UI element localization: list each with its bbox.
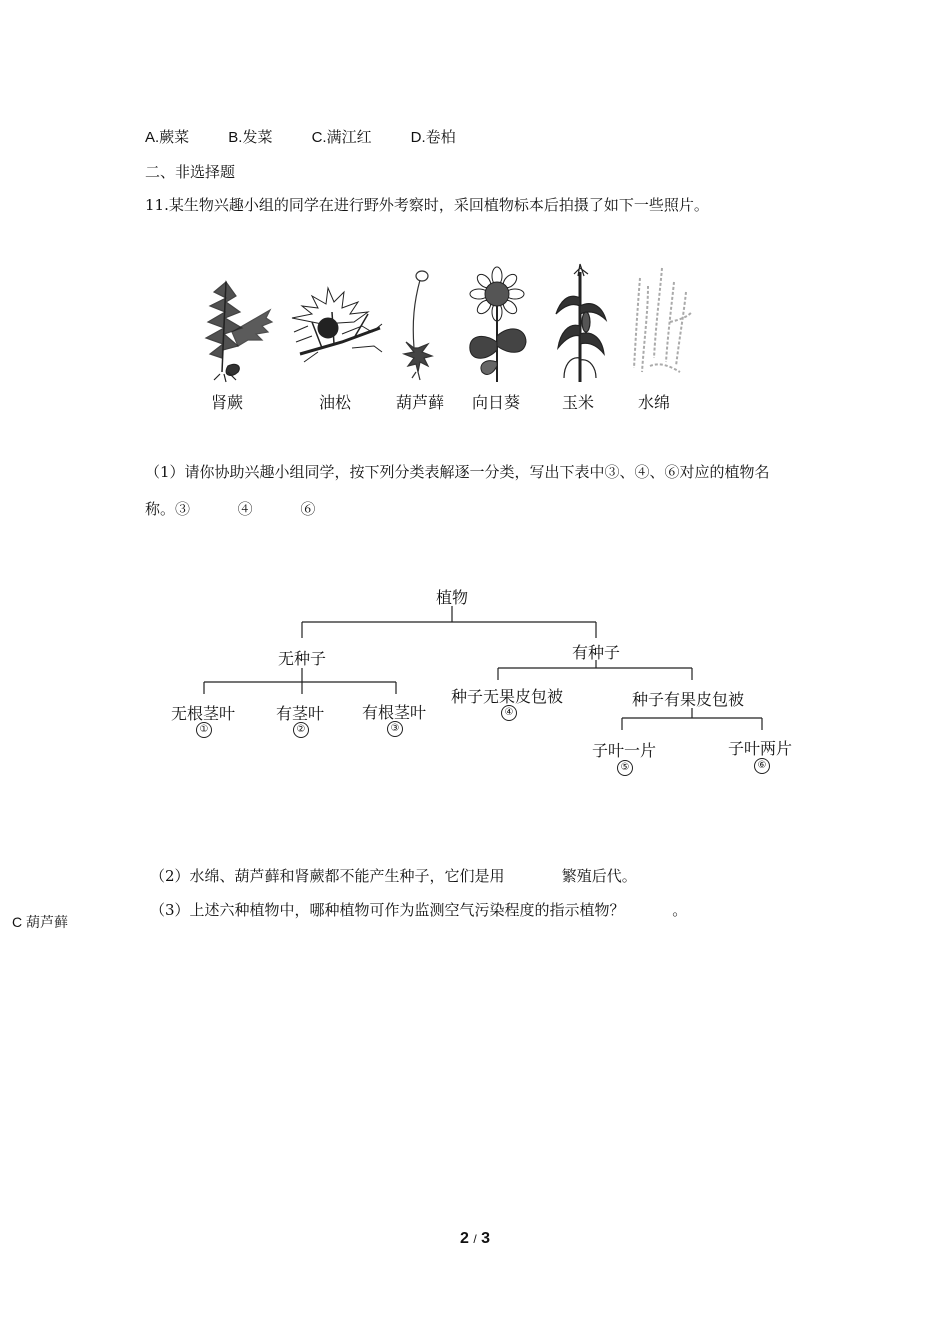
mark-3: ③ (387, 721, 403, 737)
tree-leaf-root-stem-leaf: 有根茎叶 (362, 703, 427, 722)
tree-root: 植物 (436, 588, 469, 607)
tree-leaf-stem-leaf: 有茎叶 (276, 704, 325, 723)
question-11-stem: 11.某生物兴趣小组的同学在进行野外考察时，采回植物标本后拍摄了如下一些照片。 (145, 196, 709, 214)
tree-leaf-no-root-stem-leaf: 无根茎叶 (171, 704, 236, 723)
plant-label-spirogyra: 水绵 (637, 393, 670, 412)
mark-2: ② (293, 722, 309, 738)
page-total: 3 (481, 1230, 491, 1247)
option-b: B.发菜 (228, 129, 273, 146)
plant-label-fern: 肾蕨 (210, 393, 243, 412)
mark-1: ① (196, 722, 212, 738)
plant-label-sunflower: 向日葵 (471, 393, 520, 412)
page-current: 2 (459, 1230, 469, 1247)
mark-4: ④ (501, 705, 517, 721)
tree-has-seed: 有种子 (572, 643, 621, 662)
tree-seed-naked: 种子无果皮包被 (451, 687, 564, 706)
plant-label-corn: 玉米 (561, 393, 594, 412)
side-answer: C 葫芦藓 (12, 914, 68, 930)
sub-question-2: （2）水绵、葫芦藓和肾蕨都不能产生种子，它们是用 繁殖后代。 (150, 867, 637, 885)
tree-seed-covered: 种子有果皮包被 (632, 690, 745, 709)
option-c: C.满江红 (311, 129, 372, 146)
mark-5: ⑤ (617, 760, 633, 776)
plant-label-pine: 油松 (318, 393, 351, 412)
sub-question-1-line1: （1）请你协助兴趣小组同学，按下列分类表解逐一分类，写出下表中③、④、⑥对应的植物名 (145, 463, 770, 481)
plant-label-moss: 葫芦藓 (395, 393, 444, 412)
option-d: D.卷柏 (410, 129, 456, 146)
option-a: A.蕨菜 (145, 129, 190, 146)
page-number (0, 1230, 950, 1248)
tree-no-seed: 无种子 (278, 649, 327, 668)
page-separator: / (473, 1232, 477, 1246)
section-title: 二、非选择题 (145, 163, 236, 181)
mark-6: ⑥ (754, 758, 770, 774)
sub-question-1-line2: 称。③ ④ ⑥ (145, 500, 316, 518)
sub-question-3: （3）上述六种植物中，哪种植物可作为监测空气污染程度的指示植物？ 。 (150, 901, 688, 919)
tree-monocot: 子叶一片 (592, 741, 657, 760)
tree-dicot: 子叶两片 (728, 739, 793, 758)
